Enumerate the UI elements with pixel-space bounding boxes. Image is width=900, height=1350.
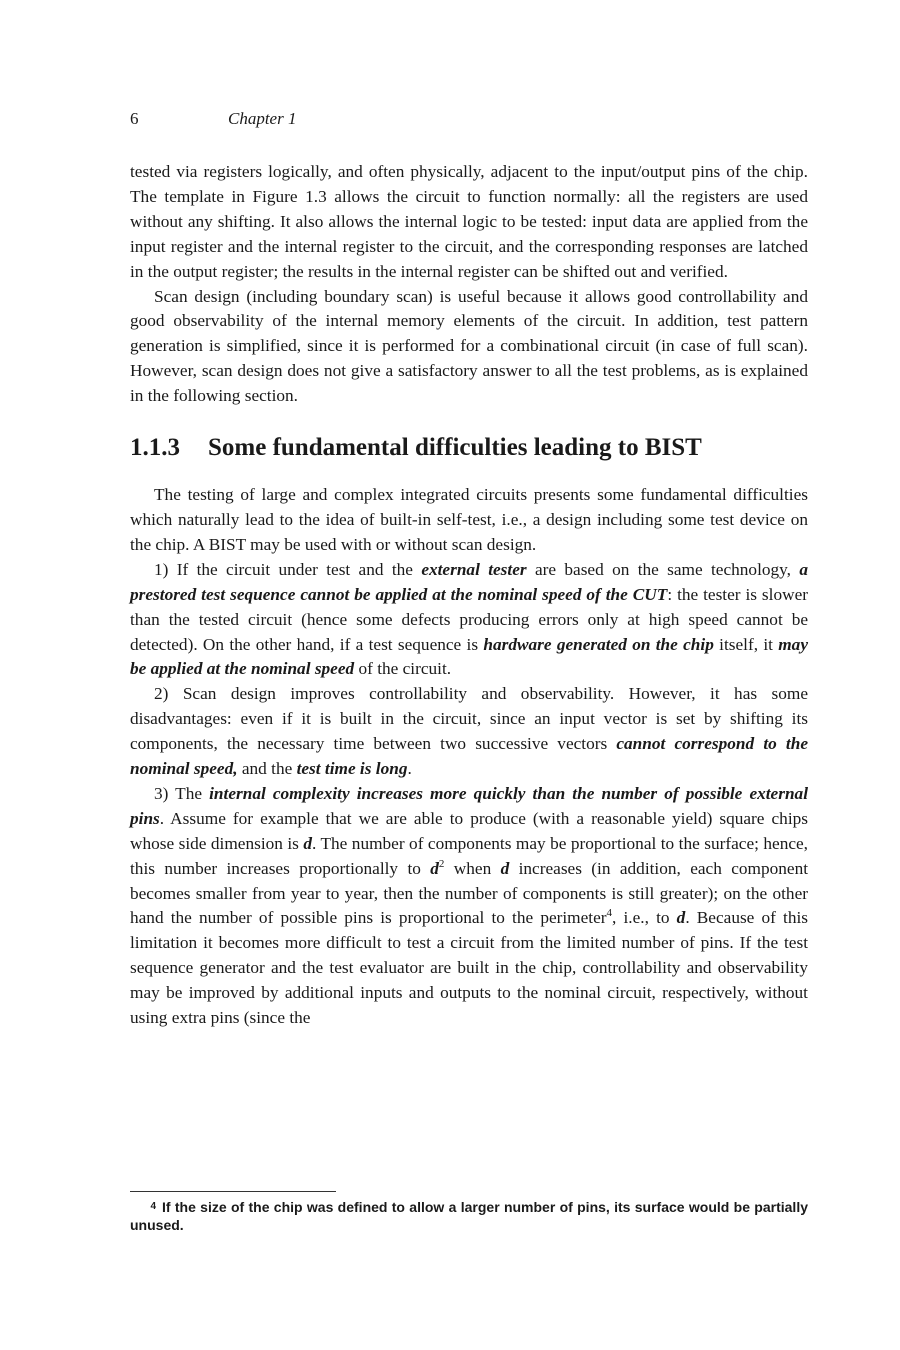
text-run: , i.e., to [612, 908, 677, 928]
list-item [130, 682, 808, 782]
text-run: . Because of this limitation it becomes more difficult to test a circuit from the limited number of pins. If the test sequence generator and the test evaluator are built in the chip, controllability and observability may be improved by additional inputs and outputs to the nominal circuit, respectively, without using extra pins (since the [130, 908, 809, 1028]
math-variable: d [430, 858, 439, 878]
math-variable: d [676, 908, 686, 928]
emphasis: may be applied at the nominal speed [130, 634, 808, 679]
text-run: . The number of components may be proportional to the surface; hence, this number increases proportionally to [130, 833, 808, 878]
text-run: itself, it [713, 634, 779, 654]
text-run: of the circuit. [354, 659, 452, 679]
emphasis: external tester [421, 559, 527, 579]
footnote [130, 1198, 808, 1234]
text-run: increases (in addition, each component becomes smaller from year to year, then the number of components is still greater); on the other hand the number of possible pins is proportional to the perimeter [130, 858, 809, 928]
paragraph: Scan design (including boundary scan) is useful because it allows good controllability and good observability of the internal memory elements of the circuit. In addition, test pattern generation is simplified, since it is performed for a combinational circuit (in case of full scan). However, scan design does not give a satisfactory answer to all the test problems, as is explained in the following section. [130, 286, 808, 406]
text-run: 3) The [154, 783, 210, 803]
emphasis: internal complexity increases more quickly than the number of possible external pins [130, 783, 808, 828]
text-run: are based on the same technology, [526, 559, 800, 579]
chapter-title: Chapter 1 [228, 109, 297, 128]
paragraph: tested via registers logically, and often physically, adjacent to the input/output pins of the chip. The template in Figure 1.3 allows the circuit to function normally: all the registers are used without any shifting. It also allows the internal logic to be tested: input data are applied from the input register and the internal register to the circuit, and the corresponding responses are latched in the output register; the results in the internal register can be shifted out and verified. [130, 162, 808, 281]
list-item [130, 782, 808, 1031]
section-number: 1.1.3 [130, 434, 180, 462]
footnote-reference: 4 [606, 907, 613, 920]
emphasis: cannot correspond to the nominal speed, [130, 734, 808, 779]
emphasis: test time is long [296, 759, 408, 779]
footnote-text: If the size of the chip was defined to allow a larger number of pins, its surface would be partially unused. [130, 1199, 808, 1233]
text-run: when [444, 858, 501, 878]
footnote-mark: 4 [150, 1201, 156, 1212]
text-run: 2) Scan design improves controllability and observability. However, it has some disadvantages: even if it is built in the circuit, since an input vector is set by shifting its components, the necessary time between two successive vectors [130, 684, 808, 754]
text-run: . [407, 759, 412, 779]
text-run: : the tester is slower than the tested circuit (hence some defects producing errors only at high speed cannot be detected). On the other hand, if a test sequence is [130, 584, 809, 654]
emphasis: a prestored test sequence cannot be applied at the nominal speed of the CUT [130, 559, 808, 604]
text-run: and the [237, 759, 297, 779]
list-item [130, 558, 808, 683]
superscript: 2 [438, 857, 445, 870]
text-run: 1) If the circuit under test and the [154, 559, 422, 579]
paragraph: The testing of large and complex integrated circuits presents some fundamental difficulties which naturally lead to the idea of built-in self-test, i.e., a design including some test device on the chip. A BIST may be used with or without scan design. [130, 485, 808, 554]
footnote-divider [130, 1191, 336, 1192]
emphasis: hardware generated on the chip [483, 634, 714, 654]
body-text [130, 160, 808, 1031]
running-head [130, 109, 296, 129]
text-run: . Assume for example that we are able to produce (with a reasonable yield) square chips whose side dimension is [130, 808, 808, 853]
math-variable: d [303, 833, 313, 853]
section-title: Some fundamental difficulties leading to BIST [208, 434, 702, 462]
page-number: 6 [130, 109, 139, 128]
section-heading [130, 433, 808, 463]
math-variable: d [500, 858, 510, 878]
